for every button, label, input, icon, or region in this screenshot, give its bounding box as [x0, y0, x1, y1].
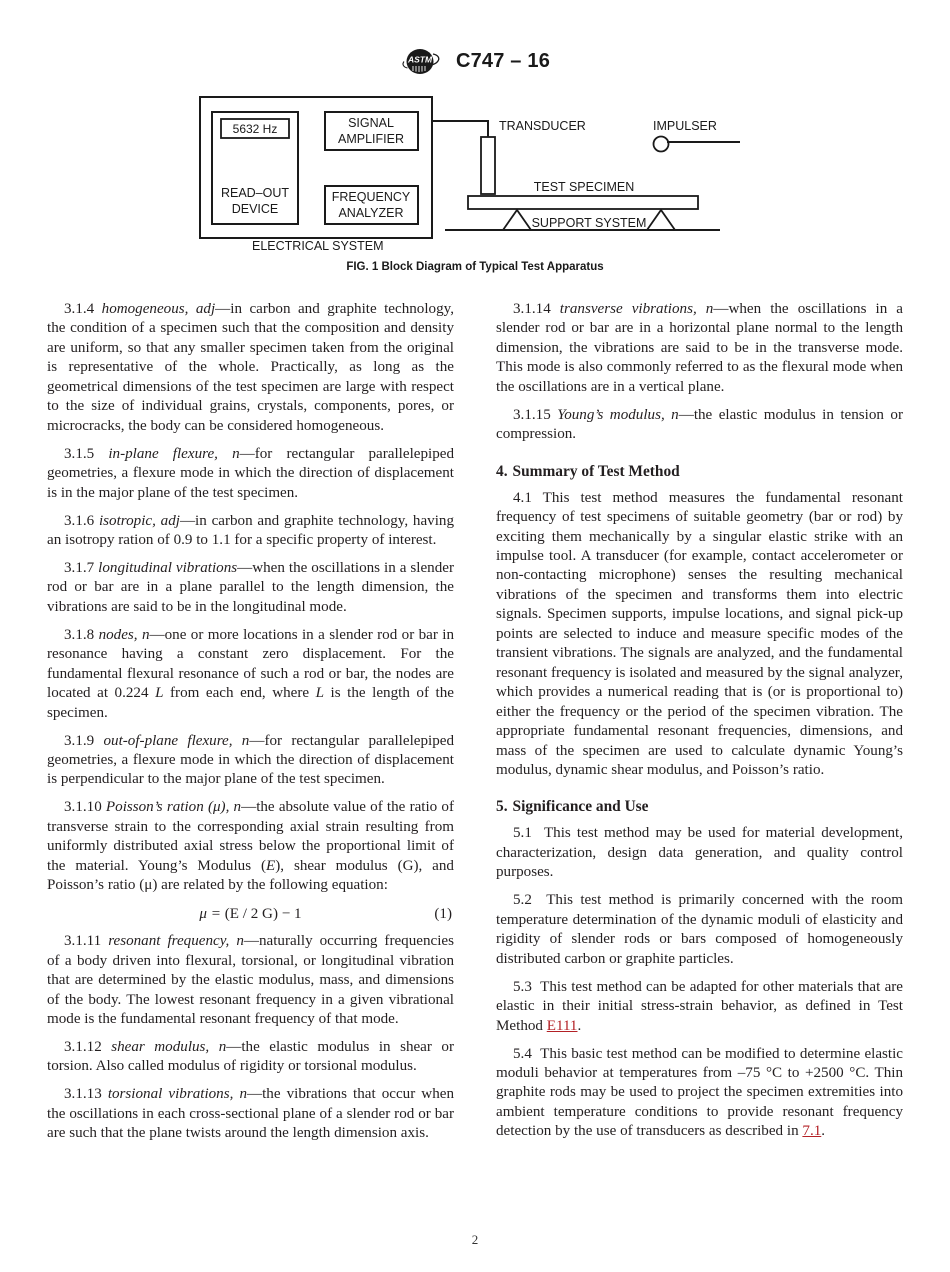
section-heading-5	[496, 797, 903, 816]
para-text: This test method may be used for material development, characterization, design data generation, and quality control purposes.	[496, 825, 903, 881]
para-text-c: is the length of the specimen.	[47, 685, 454, 721]
figure-caption: FIG. 1 Block Diagram of Typical Test Apparatus	[346, 261, 604, 273]
section-title: Summary of Test Method	[512, 462, 680, 480]
para-text: —for rectangular parallelepiped geometries, a flexure mode in which the direction of displacement is in the major plane of the test specimen.	[47, 445, 454, 501]
para-text-a: —the absolute value of the ratio of transverse strain to the corresponding axial strain resulting from uniformly distributed axial stress below the proportional limit of the material. Young’s Modulus (	[47, 799, 454, 874]
para-text: —for rectangular parallelepiped geometries, a flexure mode in which the direction of displacement is perpendicular to the major plane of the test specimen.	[47, 732, 454, 788]
para-number: 3.1.9	[64, 732, 95, 749]
standard-reference-link-e111[interactable]: E111	[546, 1017, 578, 1034]
para-text: This test method measures the fundamental resonant frequency of test specimens of suitable geometry (bar or rod) by exciting them mechanically by a singular elastic strike with an impulse tool. A transducer (for example, contact accelerometer or non-contacting microphone) senses the resulting mechanical vibrations of the specimen and transforms them into electric signals. Specimen supports, impulse locations, and signal pick-up points are selected to induce and measure specific modes of the transient vibrations. The signals are analyzed, and the fundamental resonant frequency is isolated and measured by the signal analyzer, which provides a numerical reading that is (or is proportional to) either the frequency or the period of the specimen vibration. The appropriate fundamental resonant frequencies, dimensions, and mass of the specimen are used to calculate dynamic Young’s modulus, dynamic shear modulus, and Poisson’s ratio.	[496, 489, 903, 779]
standard-designation: C747 – 16	[455, 50, 551, 72]
para-5-1	[496, 824, 903, 882]
para-3-1-14	[496, 300, 903, 397]
test-specimen-bar	[468, 196, 698, 209]
para-5-2	[496, 891, 903, 969]
section-title: Significance and Use	[512, 798, 649, 816]
variable-E: E	[266, 857, 276, 874]
svg-text:ASTM: ASTM	[407, 54, 432, 65]
para-number: 3.1.5	[64, 445, 95, 462]
para-3-1-4	[47, 300, 454, 436]
para-term: transverse vibrations, n	[559, 301, 714, 317]
section-number: 4.	[496, 462, 508, 480]
para-number: 3.1.7	[64, 559, 95, 576]
figure-svg	[195, 92, 755, 252]
para-number: 3.1.14	[513, 301, 551, 317]
para-text: This test method is primarily concerned with the room temperature determination of the dynamic moduli of elasticity and rigidity of slender rods or bars composed of homogeneously distributed carbon or graphite particles.	[496, 892, 904, 967]
para-term: torsional vibrations, n	[107, 1086, 247, 1103]
support-right-triangle	[647, 210, 675, 230]
para-5-3	[496, 978, 903, 1036]
para-number: 4.1	[513, 489, 532, 506]
para-number: 5.1	[513, 825, 532, 842]
para-term: out-of-plane flexure, n	[103, 732, 250, 749]
para-term: nodes, n	[98, 626, 150, 643]
equation-1	[47, 905, 454, 924]
para-text-a: This basic test method can be modified to determine elastic moduli behavior at temperatures from –75 °C to +2500 °C. Thin graphite rods may be used to project the specimen extremities into ambient temperature conditions to provide resonant frequency detection by the use of transducers as described in	[496, 1045, 903, 1140]
transducer-body	[481, 137, 495, 194]
variable-L: L	[155, 685, 164, 702]
test-specimen-label: TEST SPECIMEN	[533, 180, 635, 194]
para-term: longitudinal vibrations	[98, 559, 238, 576]
para-number: 3.1.8	[64, 626, 95, 643]
page-number: 2	[471, 1232, 479, 1247]
equation-body: (E / 2 G) − 1	[224, 905, 302, 922]
impulser-label: IMPULSER	[653, 119, 717, 133]
electrical-system-label: ELECTRICAL SYSTEM	[252, 239, 384, 252]
para-text-b: .	[821, 1123, 826, 1140]
para-text: —when the oscillations in a slender rod or bar are in a horizontal plane normal to the length dimension, the vibrations are said to be in the transverse mode. This mode is also commonly referred to as the flexural mode when the oscillations are in a vertical plane.	[496, 301, 904, 395]
para-text-b: .	[577, 1017, 582, 1034]
readout-device-label-line1: READ–OUT	[220, 186, 290, 200]
figure-block-diagram	[0, 92, 950, 282]
para-3-1-15	[496, 406, 903, 445]
para-3-1-10	[47, 798, 454, 895]
para-3-1-6	[47, 512, 454, 551]
para-number: 5.2	[513, 892, 532, 909]
para-text-b: from each end, where	[163, 685, 316, 702]
para-term: Young’s modulus, n	[557, 406, 679, 423]
para-term: homogeneous, adj	[101, 301, 216, 317]
para-term: shear modulus, n	[111, 1038, 227, 1055]
para-text: —the elastic modulus in shear or torsion. Also called modulus of rigidity or torsional modulus.	[47, 1038, 454, 1075]
frequency-analyzer-label-line1: FREQUENCY	[331, 190, 411, 204]
para-text: —the vibrations that occur when the oscillations in each cross-sectional plane of a slender rod or bar are such that the plane twists around the length dimension axis.	[47, 1086, 455, 1142]
para-4-1	[496, 489, 903, 781]
para-term: in-plane flexure, n	[108, 445, 240, 462]
para-number: 3.1.10	[64, 799, 102, 816]
para-text-a: This test method can be adapted for other materials that are elastic in their initial stress-strain behavior, as defined in Test Method	[496, 978, 903, 1034]
frequency-analyzer-label-line2: ANALYZER	[338, 206, 404, 220]
equation-mu: μ =	[199, 905, 221, 922]
section-heading-4	[496, 462, 903, 481]
section-reference-link-7-1[interactable]: 7.1	[802, 1123, 822, 1140]
right-column	[496, 300, 903, 1144]
page-header	[0, 48, 950, 75]
para-number: 5.4	[513, 1045, 532, 1062]
transducer-label: TRANSDUCER	[499, 119, 586, 133]
signal-amplifier-label-line2: AMPLIFIER	[338, 132, 404, 146]
para-term: resonant frequency, n	[108, 933, 244, 950]
left-column	[47, 300, 454, 1144]
para-text-b: ), shear modulus (G), and Poisson’s ratio (μ) are related by the following equation:	[47, 857, 454, 894]
support-left-triangle	[503, 210, 531, 230]
variable-L: L	[315, 685, 325, 702]
para-term: isotropic, adj	[98, 512, 180, 529]
para-text: —in carbon and graphite technology, the condition of a specimen such that the composition and density are uniform, so that any smaller specimen taken from the original is representative of the whole. Practically, as long as the geometrical dimensions of the test specimen are large with respect to the size of individual grains, crystals, components, pores, or microcracks, the body can be considered homogeneous.	[47, 301, 454, 434]
para-number: 3.1.4	[64, 301, 95, 317]
transducer-wire	[432, 121, 488, 137]
para-text: —naturally occurring frequencies of a body driven into flexural, torsional, or longitudinal vibration that are determined by the elastic modulus, mass, and dimensions of the body. The lowest resonant frequency in a given vibrational mode is the fundamental resonant frequency of that mode.	[47, 933, 454, 1027]
para-text: —when the oscillations in a slender rod or bar are in a plane parallel to the length dimension, the vibrations are said to be in the longitudinal mode.	[47, 559, 454, 615]
para-3-1-13	[47, 1085, 454, 1143]
para-text: —the elastic modulus in tension or compression.	[496, 406, 903, 443]
para-number: 3.1.12	[64, 1038, 102, 1055]
para-3-1-9	[47, 732, 454, 790]
body-columns	[47, 300, 903, 1144]
para-3-1-5	[47, 445, 454, 503]
para-text-a: —one or more locations in a slender rod or bar in resonance having a constant zero displacement. For the fundamental flexural resonance of such a rod or bar, the nodes are located at 0.224	[47, 626, 455, 702]
astm-logo-icon	[400, 48, 442, 75]
para-3-1-11	[47, 932, 454, 1029]
para-number: 5.3	[513, 978, 532, 995]
readout-device-label-line2: DEVICE	[231, 202, 279, 216]
para-5-4	[496, 1045, 903, 1142]
impulser-head	[654, 137, 669, 152]
para-term: Poisson’s ration (μ), n	[105, 799, 242, 816]
frequency-readout-label: 5632 Hz	[232, 122, 278, 136]
para-number: 3.1.15	[513, 406, 551, 423]
para-number: 3.1.13	[64, 1086, 102, 1103]
para-number: 3.1.11	[64, 933, 102, 950]
para-number: 3.1.6	[64, 512, 95, 529]
para-text: —in carbon and graphite technology, having an isotropy ration of 0.9 to 1.1 for a specific property of interest.	[47, 512, 454, 548]
para-3-1-7	[47, 559, 454, 617]
support-system-label: SUPPORT SYSTEM	[531, 216, 647, 230]
signal-amplifier-label-line1: SIGNAL	[348, 116, 394, 130]
equation-number: (1)	[434, 905, 452, 922]
para-3-1-12	[47, 1038, 454, 1077]
para-3-1-8	[47, 626, 454, 723]
section-number: 5.	[496, 798, 508, 816]
